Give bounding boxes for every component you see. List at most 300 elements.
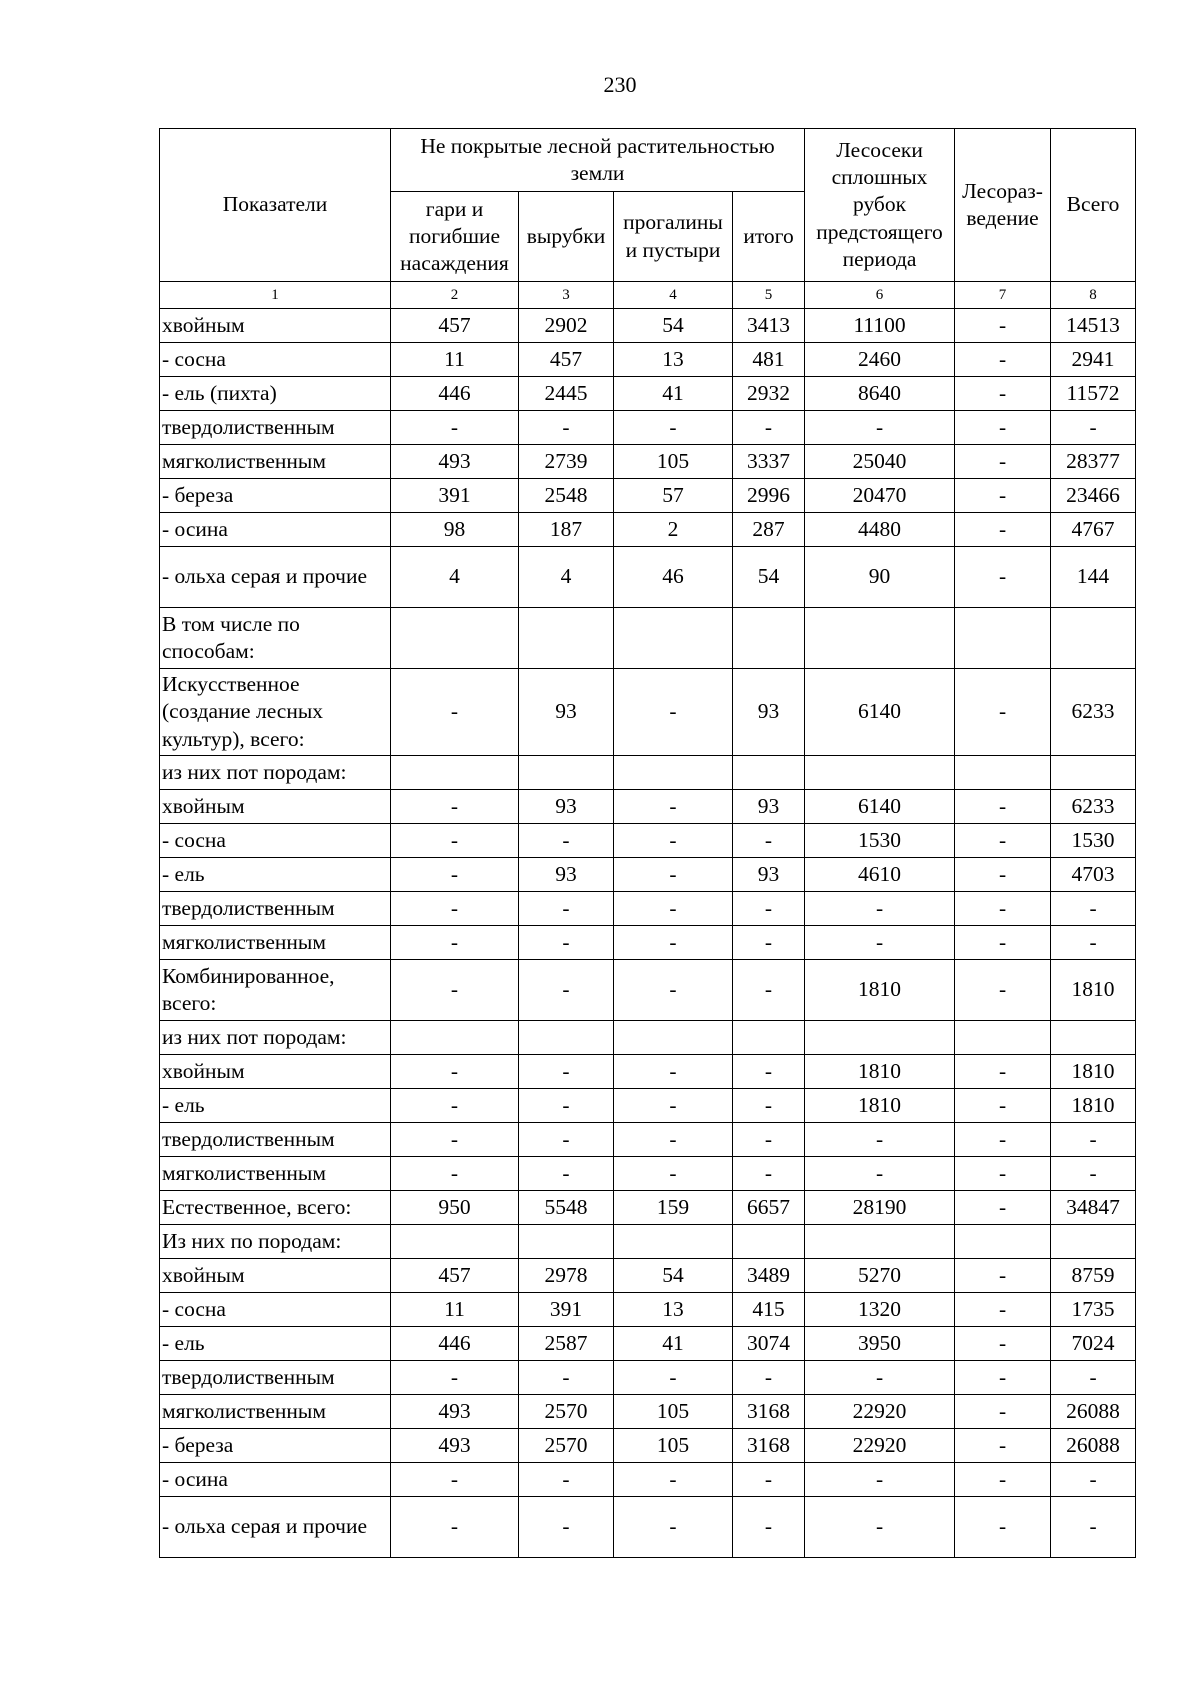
column-number: 2 bbox=[391, 282, 519, 309]
cell-value: 446 bbox=[391, 377, 519, 411]
cell-value: - bbox=[1051, 1463, 1136, 1497]
cell-value: - bbox=[733, 824, 805, 858]
cell-value: - bbox=[805, 411, 955, 445]
cell-value: 446 bbox=[391, 1327, 519, 1361]
cell-value: - bbox=[519, 892, 614, 926]
cell-value: 3489 bbox=[733, 1259, 805, 1293]
cell-value: 41 bbox=[614, 377, 733, 411]
cell-value: 57 bbox=[614, 479, 733, 513]
cell-value: 22920 bbox=[805, 1395, 955, 1429]
cell-value: 28377 bbox=[1051, 445, 1136, 479]
cell-value: - bbox=[1051, 1123, 1136, 1157]
cell-value: - bbox=[955, 1463, 1051, 1497]
cell-value: - bbox=[391, 1055, 519, 1089]
cell-value: 11 bbox=[391, 1293, 519, 1327]
header-burned: гари и погибшие насаждения bbox=[391, 192, 519, 282]
table-row bbox=[160, 445, 1136, 479]
table-row bbox=[160, 411, 1136, 445]
cell-value: - bbox=[1051, 411, 1136, 445]
column-numbers-row bbox=[160, 282, 1136, 309]
cell-value: 13 bbox=[614, 343, 733, 377]
cell-value: 8759 bbox=[1051, 1259, 1136, 1293]
cell-value: 3168 bbox=[733, 1429, 805, 1463]
cell-value: 287 bbox=[733, 513, 805, 547]
cell-value: - bbox=[955, 411, 1051, 445]
column-number: 8 bbox=[1051, 282, 1136, 309]
header-unforested-lands: Не покрытые лесной растительностью земли bbox=[391, 129, 805, 192]
cell-value: 1810 bbox=[1051, 960, 1136, 1021]
cell-value: 3413 bbox=[733, 309, 805, 343]
cell-value: - bbox=[614, 960, 733, 1021]
cell-value: - bbox=[519, 1361, 614, 1395]
table-body bbox=[160, 309, 1136, 1558]
row-label: - ель bbox=[160, 858, 391, 892]
cell-value: - bbox=[519, 1089, 614, 1123]
table-row bbox=[160, 1225, 1136, 1259]
cell-value: 415 bbox=[733, 1293, 805, 1327]
cell-value: - bbox=[614, 858, 733, 892]
cell-value: 144 bbox=[1051, 547, 1136, 608]
cell-value: - bbox=[955, 926, 1051, 960]
cell-value: - bbox=[955, 1259, 1051, 1293]
table-row bbox=[160, 343, 1136, 377]
cell-value: 4767 bbox=[1051, 513, 1136, 547]
cell-value: - bbox=[955, 445, 1051, 479]
cell-value: - bbox=[391, 411, 519, 445]
cell-value: - bbox=[614, 1463, 733, 1497]
cell-value: 6657 bbox=[733, 1191, 805, 1225]
table-row bbox=[160, 1293, 1136, 1327]
header-cutting-areas: Лесосеки сплошных рубок предстоящего периода bbox=[805, 129, 955, 282]
cell-value: - bbox=[955, 1497, 1051, 1558]
cell-value: 457 bbox=[519, 343, 614, 377]
cell-value: 493 bbox=[391, 1395, 519, 1429]
cell-value: - bbox=[955, 1089, 1051, 1123]
cell-value: 93 bbox=[733, 669, 805, 756]
cell-value: - bbox=[391, 1123, 519, 1157]
cell-value: - bbox=[955, 1429, 1051, 1463]
cell-value: 6140 bbox=[805, 669, 955, 756]
cell-value: 2941 bbox=[1051, 343, 1136, 377]
cell-value: 93 bbox=[519, 790, 614, 824]
cell-value: - bbox=[955, 790, 1051, 824]
cell-value: 28190 bbox=[805, 1191, 955, 1225]
row-label: мягколиственным bbox=[160, 1157, 391, 1191]
row-label: - береза bbox=[160, 1429, 391, 1463]
cell-value: - bbox=[614, 1497, 733, 1558]
cell-value bbox=[519, 1021, 614, 1055]
table-row bbox=[160, 1021, 1136, 1055]
row-label: Комбинированное, всего: bbox=[160, 960, 391, 1021]
cell-value: 20470 bbox=[805, 479, 955, 513]
cell-value: - bbox=[614, 892, 733, 926]
cell-value: - bbox=[733, 1497, 805, 1558]
cell-value bbox=[519, 608, 614, 669]
cell-value: 2570 bbox=[519, 1395, 614, 1429]
row-label: Естественное, всего: bbox=[160, 1191, 391, 1225]
cell-value: 3950 bbox=[805, 1327, 955, 1361]
cell-value: 2587 bbox=[519, 1327, 614, 1361]
cell-value: - bbox=[955, 1191, 1051, 1225]
cell-value: - bbox=[955, 479, 1051, 513]
cell-value: - bbox=[519, 1463, 614, 1497]
row-label: хвойным bbox=[160, 790, 391, 824]
cell-value bbox=[805, 1225, 955, 1259]
cell-value: 391 bbox=[391, 479, 519, 513]
cell-value: - bbox=[391, 960, 519, 1021]
cell-value: 54 bbox=[614, 309, 733, 343]
cell-value: - bbox=[733, 926, 805, 960]
table-row bbox=[160, 756, 1136, 790]
cell-value: 34847 bbox=[1051, 1191, 1136, 1225]
cell-value: - bbox=[805, 1497, 955, 1558]
table-row bbox=[160, 1497, 1136, 1558]
cell-value: 1530 bbox=[1051, 824, 1136, 858]
column-number: 4 bbox=[614, 282, 733, 309]
cell-value: 159 bbox=[614, 1191, 733, 1225]
cell-value bbox=[1051, 756, 1136, 790]
cell-value: - bbox=[614, 1089, 733, 1123]
cell-value: - bbox=[805, 1157, 955, 1191]
cell-value: 93 bbox=[519, 669, 614, 756]
cell-value: - bbox=[955, 547, 1051, 608]
cell-value: - bbox=[391, 669, 519, 756]
header-total: Всего bbox=[1051, 129, 1136, 282]
cell-value: - bbox=[614, 411, 733, 445]
cell-value: - bbox=[955, 1123, 1051, 1157]
row-label: мягколиственным bbox=[160, 926, 391, 960]
page-number: 230 bbox=[603, 72, 637, 97]
cell-value: - bbox=[614, 926, 733, 960]
header-subtotal: итого bbox=[733, 192, 805, 282]
cell-value bbox=[733, 1021, 805, 1055]
cell-value: - bbox=[614, 1123, 733, 1157]
column-number: 6 bbox=[805, 282, 955, 309]
cell-value bbox=[391, 1021, 519, 1055]
cell-value: - bbox=[955, 343, 1051, 377]
cell-value bbox=[733, 608, 805, 669]
header-indicators: Показатели bbox=[160, 129, 391, 282]
row-label: хвойным bbox=[160, 1055, 391, 1089]
cell-value: 6233 bbox=[1051, 790, 1136, 824]
cell-value bbox=[391, 756, 519, 790]
cell-value: 2548 bbox=[519, 479, 614, 513]
cell-value: 11100 bbox=[805, 309, 955, 343]
cell-value: - bbox=[391, 926, 519, 960]
cell-value: - bbox=[733, 411, 805, 445]
column-number: 5 bbox=[733, 282, 805, 309]
cell-value: 2996 bbox=[733, 479, 805, 513]
cell-value: - bbox=[955, 858, 1051, 892]
cell-value: 2978 bbox=[519, 1259, 614, 1293]
row-label: твердолиственным bbox=[160, 892, 391, 926]
table-row bbox=[160, 669, 1136, 756]
cell-value bbox=[1051, 1021, 1136, 1055]
row-label: из них пот породам: bbox=[160, 1021, 391, 1055]
cell-value: 187 bbox=[519, 513, 614, 547]
cell-value: 2 bbox=[614, 513, 733, 547]
cell-value: 54 bbox=[733, 547, 805, 608]
cell-value: 5548 bbox=[519, 1191, 614, 1225]
cell-value: - bbox=[733, 1463, 805, 1497]
cell-value bbox=[955, 1021, 1051, 1055]
cell-value: 14513 bbox=[1051, 309, 1136, 343]
cell-value: - bbox=[614, 1055, 733, 1089]
cell-value: - bbox=[805, 892, 955, 926]
cell-value: - bbox=[955, 1327, 1051, 1361]
column-number: 1 bbox=[160, 282, 391, 309]
table-row bbox=[160, 377, 1136, 411]
cell-value: - bbox=[1051, 1361, 1136, 1395]
cell-value bbox=[614, 608, 733, 669]
cell-value: 1810 bbox=[805, 1055, 955, 1089]
table-row bbox=[160, 1055, 1136, 1089]
cell-value: 457 bbox=[391, 1259, 519, 1293]
cell-value: - bbox=[805, 1463, 955, 1497]
cell-value: 93 bbox=[733, 858, 805, 892]
cell-value: 1735 bbox=[1051, 1293, 1136, 1327]
cell-value: 1810 bbox=[805, 960, 955, 1021]
cell-value: 54 bbox=[614, 1259, 733, 1293]
cell-value bbox=[614, 1021, 733, 1055]
cell-value: 457 bbox=[391, 309, 519, 343]
cell-value: - bbox=[733, 1157, 805, 1191]
cell-value: 4610 bbox=[805, 858, 955, 892]
cell-value: 4 bbox=[519, 547, 614, 608]
cell-value bbox=[805, 608, 955, 669]
cell-value: 950 bbox=[391, 1191, 519, 1225]
cell-value: - bbox=[519, 411, 614, 445]
table-row bbox=[160, 824, 1136, 858]
row-label: В том числе по способам: bbox=[160, 608, 391, 669]
table-row bbox=[160, 790, 1136, 824]
table-row bbox=[160, 547, 1136, 608]
cell-value: 3074 bbox=[733, 1327, 805, 1361]
cell-value bbox=[1051, 608, 1136, 669]
cell-value: 8640 bbox=[805, 377, 955, 411]
cell-value: - bbox=[733, 1361, 805, 1395]
table-row bbox=[160, 479, 1136, 513]
cell-value: 26088 bbox=[1051, 1395, 1136, 1429]
cell-value bbox=[955, 756, 1051, 790]
table-row bbox=[160, 1361, 1136, 1395]
cell-value bbox=[733, 756, 805, 790]
cell-value: 13 bbox=[614, 1293, 733, 1327]
cell-value: 46 bbox=[614, 547, 733, 608]
cell-value: 4703 bbox=[1051, 858, 1136, 892]
cell-value: - bbox=[519, 926, 614, 960]
cell-value: 105 bbox=[614, 1429, 733, 1463]
cell-value: - bbox=[805, 926, 955, 960]
column-number: 3 bbox=[519, 282, 614, 309]
row-label: - береза bbox=[160, 479, 391, 513]
cell-value: 2460 bbox=[805, 343, 955, 377]
cell-value bbox=[519, 756, 614, 790]
row-label: - ольха серая и прочие bbox=[160, 547, 391, 608]
row-label: - осина bbox=[160, 1463, 391, 1497]
row-label: Искусственное (создание лесных культур), всего: bbox=[160, 669, 391, 756]
table-row bbox=[160, 608, 1136, 669]
cell-value: - bbox=[519, 1497, 614, 1558]
row-label: из них пот породам: bbox=[160, 756, 391, 790]
cell-value: - bbox=[1051, 1157, 1136, 1191]
cell-value: 2445 bbox=[519, 377, 614, 411]
cell-value bbox=[519, 1225, 614, 1259]
cell-value bbox=[805, 1021, 955, 1055]
cell-value bbox=[614, 1225, 733, 1259]
cell-value: 3337 bbox=[733, 445, 805, 479]
cell-value: 6140 bbox=[805, 790, 955, 824]
cell-value: 98 bbox=[391, 513, 519, 547]
cell-value: - bbox=[614, 1157, 733, 1191]
cell-value: - bbox=[391, 1463, 519, 1497]
cell-value: - bbox=[519, 1123, 614, 1157]
row-label: - ель bbox=[160, 1089, 391, 1123]
cell-value bbox=[805, 756, 955, 790]
row-label: Из них по породам: bbox=[160, 1225, 391, 1259]
cell-value bbox=[391, 1225, 519, 1259]
cell-value: - bbox=[1051, 926, 1136, 960]
cell-value: 105 bbox=[614, 445, 733, 479]
table-row bbox=[160, 1259, 1136, 1293]
cell-value: - bbox=[733, 892, 805, 926]
cell-value: 1530 bbox=[805, 824, 955, 858]
table-row bbox=[160, 1191, 1136, 1225]
cell-value: 1810 bbox=[805, 1089, 955, 1123]
cell-value: - bbox=[391, 892, 519, 926]
cell-value: - bbox=[955, 377, 1051, 411]
cell-value: 1810 bbox=[1051, 1055, 1136, 1089]
cell-value bbox=[1051, 1225, 1136, 1259]
table-row bbox=[160, 960, 1136, 1021]
cell-value: - bbox=[955, 824, 1051, 858]
cell-value: - bbox=[955, 892, 1051, 926]
cell-value: - bbox=[955, 1055, 1051, 1089]
cell-value: 493 bbox=[391, 445, 519, 479]
cell-value: - bbox=[1051, 1497, 1136, 1558]
cell-value: 105 bbox=[614, 1395, 733, 1429]
cell-value: 4 bbox=[391, 547, 519, 608]
row-label: - сосна bbox=[160, 824, 391, 858]
cell-value: 7024 bbox=[1051, 1327, 1136, 1361]
row-label: твердолиственным bbox=[160, 1361, 391, 1395]
table-row bbox=[160, 1089, 1136, 1123]
cell-value: - bbox=[391, 1361, 519, 1395]
cell-value: - bbox=[391, 1157, 519, 1191]
cell-value: - bbox=[805, 1361, 955, 1395]
cell-value bbox=[955, 1225, 1051, 1259]
row-label: хвойным bbox=[160, 1259, 391, 1293]
table-row bbox=[160, 1327, 1136, 1361]
cell-value: 481 bbox=[733, 343, 805, 377]
cell-value: 26088 bbox=[1051, 1429, 1136, 1463]
table-row bbox=[160, 1123, 1136, 1157]
cell-value: 93 bbox=[733, 790, 805, 824]
cell-value bbox=[733, 1225, 805, 1259]
cell-value: 41 bbox=[614, 1327, 733, 1361]
cell-value: - bbox=[955, 669, 1051, 756]
row-label: твердолиственным bbox=[160, 1123, 391, 1157]
row-label: - сосна bbox=[160, 343, 391, 377]
row-label: мягколиственным bbox=[160, 445, 391, 479]
cell-value: - bbox=[614, 824, 733, 858]
cell-value: - bbox=[391, 1497, 519, 1558]
cell-value: - bbox=[391, 1089, 519, 1123]
cell-value: - bbox=[391, 790, 519, 824]
cell-value: - bbox=[391, 858, 519, 892]
row-label: твердолиственным bbox=[160, 411, 391, 445]
cell-value: - bbox=[519, 824, 614, 858]
cell-value: - bbox=[614, 790, 733, 824]
cell-value: - bbox=[955, 1293, 1051, 1327]
cell-value: - bbox=[733, 1123, 805, 1157]
row-label: - сосна bbox=[160, 1293, 391, 1327]
row-label: мягколиственным bbox=[160, 1395, 391, 1429]
cell-value: 493 bbox=[391, 1429, 519, 1463]
table-row bbox=[160, 1395, 1136, 1429]
cell-value: 1320 bbox=[805, 1293, 955, 1327]
cell-value: - bbox=[519, 960, 614, 1021]
cell-value: 11572 bbox=[1051, 377, 1136, 411]
column-number: 7 bbox=[955, 282, 1051, 309]
table-header bbox=[160, 129, 1136, 309]
cell-value: 1810 bbox=[1051, 1089, 1136, 1123]
row-label: - осина bbox=[160, 513, 391, 547]
cell-value: 2932 bbox=[733, 377, 805, 411]
cell-value: - bbox=[955, 1157, 1051, 1191]
cell-value: - bbox=[614, 669, 733, 756]
cell-value: - bbox=[955, 1361, 1051, 1395]
cell-value: - bbox=[614, 1361, 733, 1395]
cell-value: - bbox=[733, 1089, 805, 1123]
row-label: - ель (пихта) bbox=[160, 377, 391, 411]
cell-value: - bbox=[519, 1157, 614, 1191]
cell-value: 2739 bbox=[519, 445, 614, 479]
cell-value: - bbox=[805, 1123, 955, 1157]
cell-value: 25040 bbox=[805, 445, 955, 479]
cell-value: - bbox=[955, 960, 1051, 1021]
cell-value: 90 bbox=[805, 547, 955, 608]
table-row bbox=[160, 858, 1136, 892]
cell-value: - bbox=[391, 824, 519, 858]
cell-value bbox=[391, 608, 519, 669]
cell-value: - bbox=[519, 1055, 614, 1089]
cell-value: 93 bbox=[519, 858, 614, 892]
forest-data-table bbox=[159, 128, 1136, 1558]
cell-value: 6233 bbox=[1051, 669, 1136, 756]
cell-value: 391 bbox=[519, 1293, 614, 1327]
header-clearings: вырубки bbox=[519, 192, 614, 282]
cell-value: 23466 bbox=[1051, 479, 1136, 513]
table-row bbox=[160, 1429, 1136, 1463]
cell-value bbox=[955, 608, 1051, 669]
cell-value: - bbox=[955, 309, 1051, 343]
cell-value: 5270 bbox=[805, 1259, 955, 1293]
cell-value: 3168 bbox=[733, 1395, 805, 1429]
cell-value: - bbox=[733, 960, 805, 1021]
header-forest-breeding: Лесораз-ведение bbox=[955, 129, 1051, 282]
table-row bbox=[160, 892, 1136, 926]
table-row bbox=[160, 1157, 1136, 1191]
cell-value: 11 bbox=[391, 343, 519, 377]
cell-value: 4480 bbox=[805, 513, 955, 547]
header-glades: прогалины и пустыри bbox=[614, 192, 733, 282]
row-label: - ель bbox=[160, 1327, 391, 1361]
cell-value: - bbox=[955, 513, 1051, 547]
cell-value: - bbox=[1051, 892, 1136, 926]
cell-value: - bbox=[955, 1395, 1051, 1429]
table-row bbox=[160, 309, 1136, 343]
